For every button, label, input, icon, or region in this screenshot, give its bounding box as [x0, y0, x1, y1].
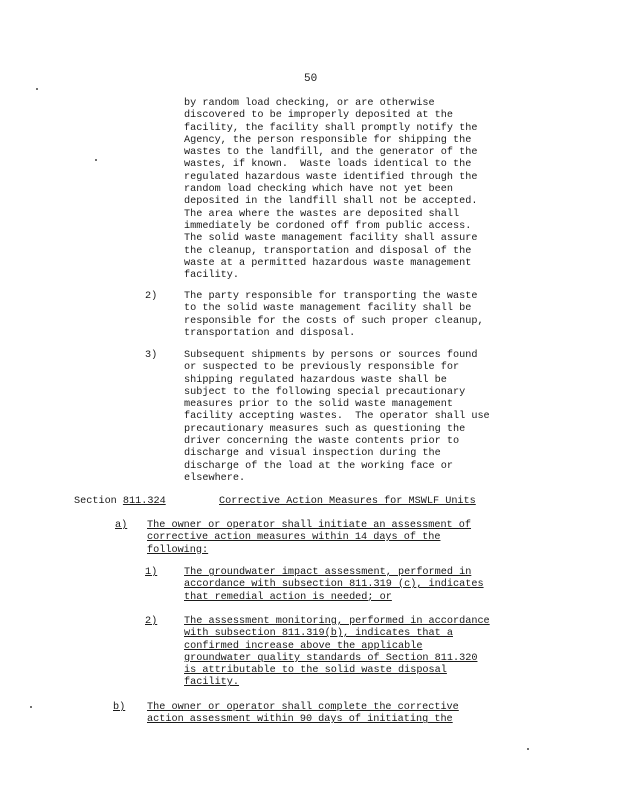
section-title: Corrective Action Measures for MSWLF Units: [219, 496, 476, 507]
text-line: facility accepting wastes. The operator shall use: [184, 411, 490, 423]
item-3-label: 3): [145, 350, 158, 361]
scan-speck: [36, 88, 38, 90]
text-line: The groundwater impact assessment, performed in: [184, 567, 472, 578]
sub-a2-label: 2): [145, 616, 158, 627]
sub-a1-text: [184, 567, 484, 604]
text-line: discharge of the load at the working face or: [184, 460, 453, 472]
text-line: waste at a permitted hazardous waste management: [184, 257, 472, 269]
section-prefix: Section: [74, 496, 123, 507]
text-line: measures prior to the solid waste management: [184, 399, 453, 411]
text-line: The owner or operator shall initiate an assessment of: [147, 520, 472, 531]
text-line: wastes to the landfill, and the generator of the: [184, 147, 478, 159]
page-number: 50: [304, 73, 318, 85]
sub-a-label: a): [115, 520, 128, 531]
text-line: Agency, the person responsible for shipping the: [184, 134, 472, 146]
text-line: The party responsible for transporting the waste: [184, 291, 478, 302]
scan-speck: [30, 706, 32, 708]
text-line: deposited in the landfill shall not be accepted.: [184, 196, 478, 208]
text-line: or suspected to be previously responsible for: [184, 362, 460, 374]
sub-a-text: [147, 520, 471, 557]
text-line: the cleanup, transportation and disposal of the: [184, 245, 472, 257]
text-line: shipping regulated hazardous waste shall be: [184, 374, 447, 386]
sub-a1-label: 1): [145, 567, 158, 578]
scan-speck: [95, 159, 97, 161]
text-line: corrective action measures within 14 days of the: [147, 532, 441, 544]
text-line: The owner or operator shall complete the corrective: [147, 702, 459, 713]
continuation-paragraph: [184, 98, 477, 282]
text-line: facility.: [184, 677, 240, 689]
section-number: 811.324: [122, 496, 166, 507]
text-line: The solid waste management facility shall assure: [184, 233, 478, 245]
text-line: facility.: [184, 270, 240, 282]
text-line: confirmed increase above the applicable: [184, 640, 423, 652]
sub-a2-text: [184, 616, 490, 690]
text-line: precautionary measures such as questioning the: [184, 423, 466, 435]
text-line: action assessment within 90 days of initiating the: [147, 714, 453, 726]
text-line: discharge and visual inspection during the: [184, 448, 441, 460]
text-line: is attributable to the solid waste disposal: [184, 665, 447, 677]
item-3-text: [184, 350, 490, 485]
text-line: that remedial action is needed; or: [184, 591, 392, 603]
item-2-text: [184, 291, 484, 340]
text-line: discovered to be improperly deposited at the: [184, 110, 453, 122]
sub-b-text: [147, 702, 459, 727]
text-line: driver concerning the waste contents prior to: [184, 436, 460, 448]
sub-b-label: b): [113, 702, 126, 713]
item-2-label: 2): [145, 291, 158, 302]
text-line: with subsection 811.319(b), indicates that a: [184, 628, 453, 640]
section-heading: [74, 496, 166, 508]
text-line: regulated hazardous waste identified through the: [184, 171, 478, 183]
text-line: elsewhere.: [184, 472, 246, 484]
text-line: The area where the wastes are deposited shall: [184, 208, 460, 220]
text-line: accordance with subsection 811.319 (c), indicates: [184, 579, 484, 591]
text-line: subject to the following special precautionary: [184, 386, 466, 398]
text-line: responsible for the costs of such proper cleanup,: [184, 315, 484, 327]
text-line: following:: [147, 544, 209, 556]
text-line: The assessment monitoring, performed in accordance: [184, 616, 490, 627]
text-line: to the solid waste management facility shall be: [184, 303, 472, 315]
text-line: by random load checking, or are otherwise: [184, 98, 435, 109]
text-line: wastes, if known. Waste loads identical to the: [184, 159, 472, 171]
text-line: random load checking which have not yet been: [184, 184, 453, 196]
text-line: Subsequent shipments by persons or sources found: [184, 350, 478, 361]
text-line: immediately be cordoned off from public access.: [184, 220, 472, 232]
text-line: transportation and disposal.: [184, 327, 356, 339]
text-line: facility, the facility shall promptly notify the: [184, 122, 478, 134]
text-line: groundwater quality standards of Section 811.320: [184, 652, 478, 664]
scan-speck: [527, 748, 529, 750]
